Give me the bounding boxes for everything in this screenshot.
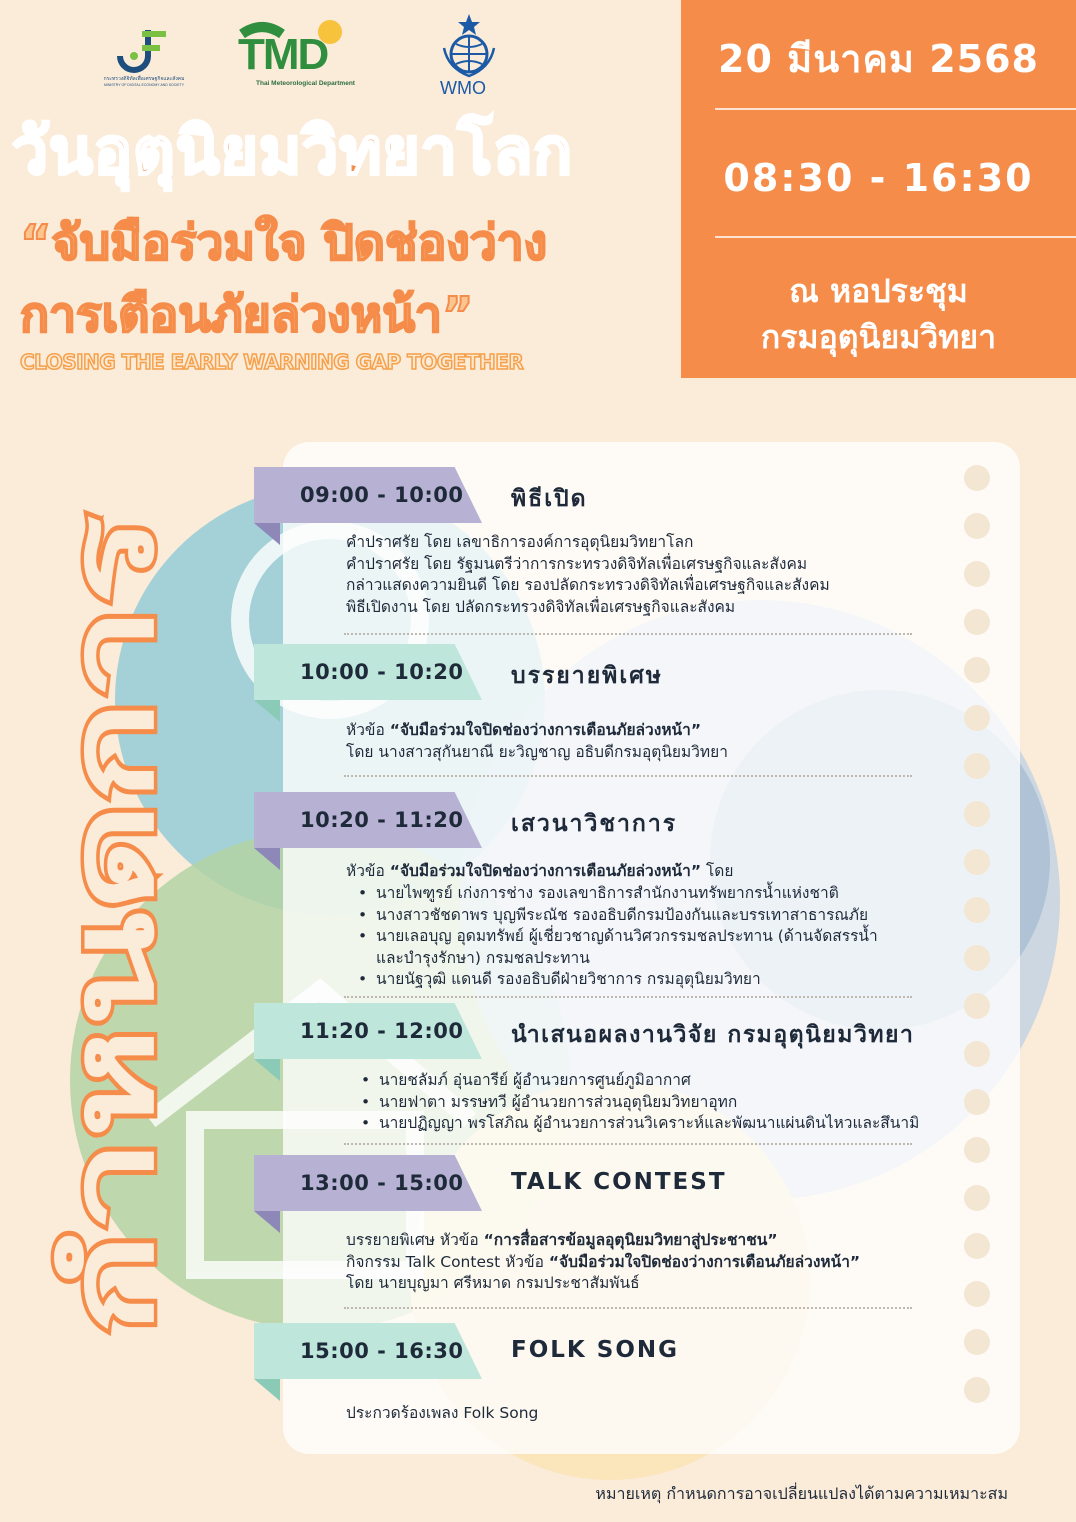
dotted-separator (344, 1307, 912, 1309)
info-divider (715, 236, 1076, 238)
wmo-logo-text: WMO (440, 78, 486, 98)
dotted-separator (344, 1143, 912, 1145)
description-line: คำปราศรัย โดย รัฐมนตรีว่าการกระทรวงดิจิทัลเพื่อเศรษฐกิจและสังคม (346, 554, 808, 573)
time-tab (254, 1323, 482, 1379)
session-time: 10:00 - 10:20 (300, 660, 464, 684)
speaker-list (358, 883, 878, 991)
description-line: พิธีเปิดงาน โดย ปลัดกระทรวงดิจิทัลเพื่อเศรษฐกิจและสังคม (346, 597, 736, 616)
wmo-logo (438, 12, 500, 98)
list-item-continuation: และบำรุงรักษา) กรมชลประทาน (376, 948, 590, 967)
binder-hole (964, 561, 990, 587)
theme-line-2: การเตือนภัยล่วงหน้า” (20, 287, 474, 343)
session-title: บรรยายพิเศษ (511, 663, 663, 689)
side-label-schedule (42, 505, 180, 1335)
theme-line-1: “จับมือร่วมใจ ปิดช่องว่าง (20, 215, 548, 271)
binder-hole (964, 1089, 990, 1115)
tmd-logo-text: TMD (238, 30, 328, 79)
time-tab (254, 792, 482, 848)
session-time: 15:00 - 16:30 (300, 1339, 464, 1363)
binder-hole (964, 1233, 990, 1259)
session-description (346, 532, 830, 618)
binder-hole (964, 657, 990, 683)
binder-hole (964, 1281, 990, 1307)
venue-line-2: กรมอุตุนิยมวิทยา (760, 318, 997, 356)
wmo-emblem-icon (438, 12, 500, 78)
event-time: 08:30 - 16:30 (723, 156, 1034, 200)
time-tab (254, 467, 482, 523)
description-line: โดย นางสาวสุกันยาณี ยะวิญชาญ อธิบดีกรมอุตุนิยมวิทยา (346, 742, 728, 761)
binder-hole (964, 705, 990, 731)
list-item: • นางสาวชัชดาพร บุญพีระณัช รองอธิบดีกรมป้องกันและบรรเทาสาธารณภัย (358, 905, 869, 924)
binder-hole (964, 897, 990, 923)
binder-hole (964, 1185, 990, 1211)
session-title: FOLK SONG (511, 1337, 679, 1363)
time-tab (254, 1003, 482, 1059)
list-item: • นายเลอบุญ อุดมทรัพย์ ผู้เชี่ยวชาญด้านวิศวกรรมชลประทาน (ด้านจัดสรรน้ำ (358, 927, 878, 945)
footnote: หมายเหตุ กำหนดการอาจเปลี่ยนแปลงได้ตามความเหมาะสม (595, 1484, 1008, 1503)
event-title: วันอุตุนิยมวิทยาโลก (12, 115, 574, 189)
info-divider (715, 108, 1076, 110)
session-description (346, 1230, 860, 1295)
event-date: 20 มีนาคม 2568 (718, 37, 1039, 81)
dotted-separator (344, 633, 912, 635)
time-tab (254, 644, 482, 700)
session-description (346, 861, 733, 883)
description-line: กิจกรรม Talk Contest หัวข้อ “จับมือร่วมใจปิดช่องว่างการเตือนภัยล่วงหน้า” (346, 1252, 861, 1271)
binder-hole (964, 1137, 990, 1163)
session-description (346, 720, 728, 763)
binder-hole (964, 513, 990, 539)
session-title: นำเสนอผลงานวิจัย กรมอุตุนิยมวิทยา (511, 1022, 915, 1048)
session-time: 10:20 - 11:20 (300, 808, 464, 832)
binder-hole (964, 1329, 990, 1355)
list-item: • นายไพฑูรย์ เก่งการช่าง รองเลขาธิการสำนักงานทรัพยากรน้ำแห่งชาติ (358, 884, 839, 902)
description-line: หัวข้อ “จับมือร่วมใจปิดช่องว่างการเตือนภัยล่วงหน้า” โดย (346, 862, 734, 880)
presenter-list (361, 1070, 920, 1135)
binder-hole (964, 609, 990, 635)
theme-english: CLOSING THE EARLY WARNING GAP TOGETHER (20, 350, 524, 374)
dotted-separator (344, 996, 912, 998)
event-info-panel (681, 0, 1076, 378)
description-line: หัวข้อ “จับมือร่วมใจปิดช่องว่างการเตือนภัยล่วงหน้า” (346, 721, 702, 739)
venue-line-1: ณ หอประชุม (789, 272, 968, 310)
binder-hole (964, 1377, 990, 1403)
session-time: 13:00 - 15:00 (300, 1171, 464, 1195)
binder-hole (964, 945, 990, 971)
dotted-separator (344, 775, 912, 777)
binder-hole (964, 465, 990, 491)
binder-hole (964, 1041, 990, 1067)
binder-hole (964, 801, 990, 827)
description-line: โดย นายบุญมา ศรีหมาด กรมประชาสัมพันธ์ (346, 1274, 640, 1292)
list-item: • นายปฏิญญา พรโสภิณ ผู้อำนวยการส่วนวิเคราะห์และพัฒนาแผ่นดินไหวและสึนามิ (361, 1114, 920, 1132)
binder-hole (964, 993, 990, 1019)
session-description: ประกวดร้องเพลง Folk Song (346, 1404, 539, 1422)
time-tab (254, 1155, 482, 1211)
ministry-logo-text: กระทรวงดิจิทัลเพื่อเศรษฐกิจและสังคม MINISTRY OF DIGITAL ECONOMY AND SOCIETY (103, 76, 185, 87)
description-line: บรรยายพิเศษ หัวข้อ “การสื่อสารข้อมูลอุตุนิยมวิทยาสู่ประชาชน” (346, 1231, 778, 1249)
binder-hole (964, 849, 990, 875)
tmd-logo-subtext: Thai Meteorological Department (256, 80, 355, 87)
list-item: • นายนัฐวุฒิ แดนดี รองอธิบดีฝ่ายวิชาการ กรมอุตุนิยมวิทยา (358, 970, 761, 988)
session-title: TALK CONTEST (511, 1169, 727, 1195)
session-time: 09:00 - 10:00 (300, 483, 464, 507)
description-line: กล่าวแสดงความยินดี โดย รองปลัดกระทรวงดิจิทัลเพื่อเศรษฐกิจและสังคม (346, 576, 830, 594)
binder-hole (964, 753, 990, 779)
side-label-text: กำหนดการ (42, 761, 180, 1335)
description-line: คำปราศรัย โดย เลขาธิการองค์การอุตุนิยมวิทยาโลก (346, 533, 694, 551)
list-item: • นายชลัมภ์ อุ่นอารีย์ ผู้อำนวยการศูนย์ภูมิอากาศ (361, 1071, 691, 1089)
list-item: • นายฟาตา มรรษทวี ผู้อำนวยการส่วนอุตุนิยมวิทยาอุทก (361, 1092, 738, 1111)
session-title: พิธีเปิด (511, 486, 588, 512)
tmd-logo (238, 18, 358, 90)
session-title: เสวนาวิชาการ (511, 811, 678, 837)
session-time: 11:20 - 12:00 (300, 1019, 464, 1043)
